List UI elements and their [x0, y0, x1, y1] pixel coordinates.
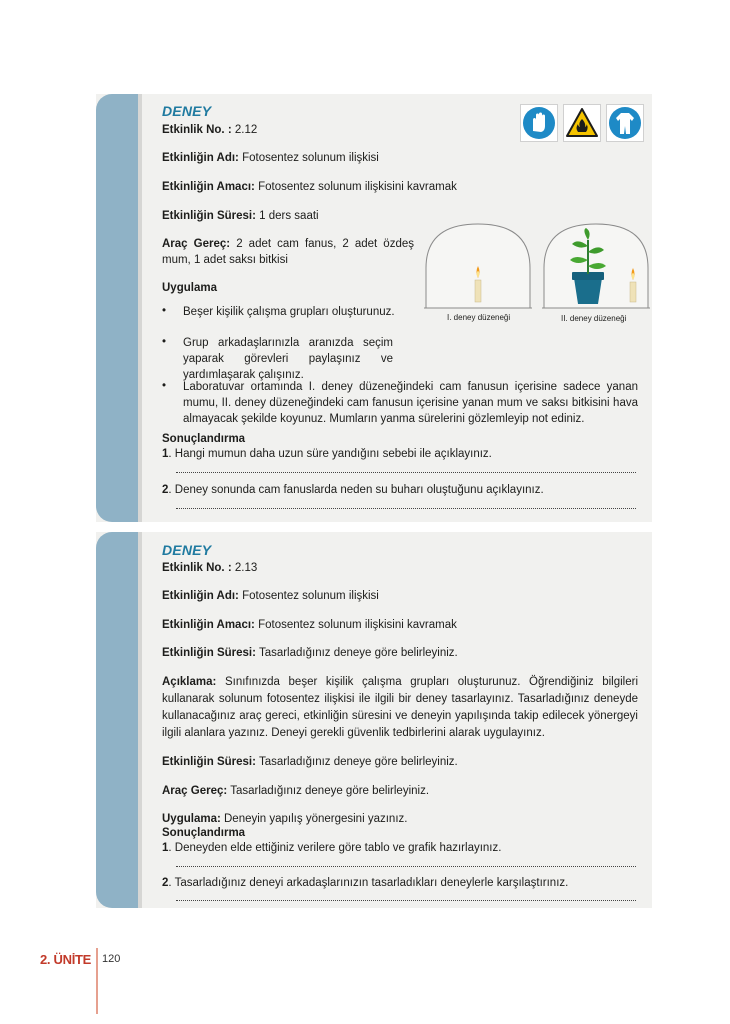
- page-number: 120: [102, 953, 121, 965]
- activity1-question-1: 1. Hangi mumun daha uzun süre yandığını sebebi ile açıklayınız.: [162, 448, 492, 460]
- activity2-application: Uygulama: Deneyin yapılış yönergesini yazınız.: [162, 813, 408, 825]
- footer-divider: [96, 948, 98, 1014]
- activity1-duration: Etkinliğin Süresi: 1 ders saati: [162, 210, 319, 222]
- activity1-tools: Araç Gereç: 2 adet cam fanus, 2 adet özdeş mum, 1 adet saksı bitkisi: [162, 238, 414, 266]
- safety-icons: [520, 104, 644, 142]
- activity1-conclusion-label: Sonuçlandırma: [162, 433, 246, 445]
- experiment-setup-1: [424, 222, 532, 313]
- activity1-bullet-1: Beşer kişilik çalışma grupları oluşturunuz.: [183, 306, 395, 318]
- activity2-question-1: 1. Deneyden elde ettiğiniz verilere göre tablo ve grafik hazırlayınız.: [162, 842, 502, 854]
- activity1-bullet-2: Grup arkadaşlarınızla aranızda seçim yaparak görevleri paylaşınız ve yardımlaşarak çalışınız.: [183, 337, 393, 381]
- activity2-explanation: Açıklama: Sınıfınızda beşer kişilik çalışma grupları oluşturunuz. Öğrendiğiniz bilgileri kullanarak solunum fotosentez ilişkisi ile ilgili bir deney tasarlayınız. Tasarladığınız deneyde kullanacağınız araç gereci, etkinliğin süresini ve deneyin yapılışında takip edilecek yönergeyi ilgili alanlara yazınız. Deneyi gerekli güvenlik tedbirlerini alarak uygulayınız.: [162, 676, 638, 739]
- activity2-heading: DENEY: [162, 542, 212, 558]
- activity2-aim: Etkinliğin Amacı: Fotosentez solunum ilişkisini kavramak: [162, 619, 457, 631]
- activity2-duration-2: Etkinliğin Süresi: Tasarladığınız deneye göre belirleyiniz.: [162, 756, 458, 768]
- activity1-aim: Etkinliğin Amacı: Fotosentez solunum ilişkisini kavramak: [162, 181, 457, 193]
- gloves-icon: [520, 104, 558, 142]
- unit-label: 2. ÜNİTE: [40, 952, 92, 967]
- experiment-setup-2: [542, 222, 650, 313]
- side-tab: [96, 94, 138, 522]
- bullet-dot: •: [162, 380, 167, 392]
- activity2-tools: Araç Gereç: Tasarladığınız deneye göre belirleyiniz.: [162, 785, 430, 797]
- setup-2-caption: II. deney düzeneği: [561, 314, 627, 323]
- answer-line[interactable]: [176, 503, 636, 509]
- activity1-name: Etkinliğin Adı: Fotosentez solunum ilişkisi: [162, 152, 379, 164]
- answer-line[interactable]: [176, 467, 636, 473]
- activity2-question-2: 2. Tasarladığınız deneyi arkadaşlarınızın tasarladıkları deneylerle karşılaştırınız.: [162, 877, 569, 889]
- flammable-warning-icon: [563, 104, 601, 142]
- answer-line[interactable]: [176, 861, 636, 867]
- activity1-application-label: Uygulama: [162, 282, 217, 294]
- setup-1-caption: I. deney düzeneği: [447, 313, 511, 322]
- bullet-dot: •: [162, 305, 167, 317]
- activity1-bullet-3: Laboratuvar ortamında I. deney düzeneğindeki cam fanusun içerisine sadece yanan mumu, II. deney düzeneğindeki cam fanusun içerisine yanan mum ve saksı bitkisini hava almayacak şekilde koyunuz. Mumların yanma sürelerini gözlemleyip not ediniz.: [183, 381, 638, 425]
- activity2-number: Etkinlik No. : 2.13: [162, 562, 258, 574]
- activity2-duration: Etkinliğin Süresi: Tasarladığınız deneye göre belirleyiniz.: [162, 647, 458, 659]
- activity1-number: Etkinlik No. : 2.12: [162, 124, 258, 136]
- bullet-dot: •: [162, 336, 167, 348]
- activity2-name: Etkinliğin Adı: Fotosentez solunum ilişkisi: [162, 590, 379, 602]
- side-tab: [96, 532, 138, 908]
- lab-coat-icon: [606, 104, 644, 142]
- activity2-conclusion-label: Sonuçlandırma: [162, 827, 246, 839]
- activity1-question-2: 2. Deney sonunda cam fanuslarda neden su buharı oluştuğunu açıklayınız.: [162, 484, 544, 496]
- activity1-heading: DENEY: [162, 103, 212, 119]
- answer-line[interactable]: [176, 895, 636, 901]
